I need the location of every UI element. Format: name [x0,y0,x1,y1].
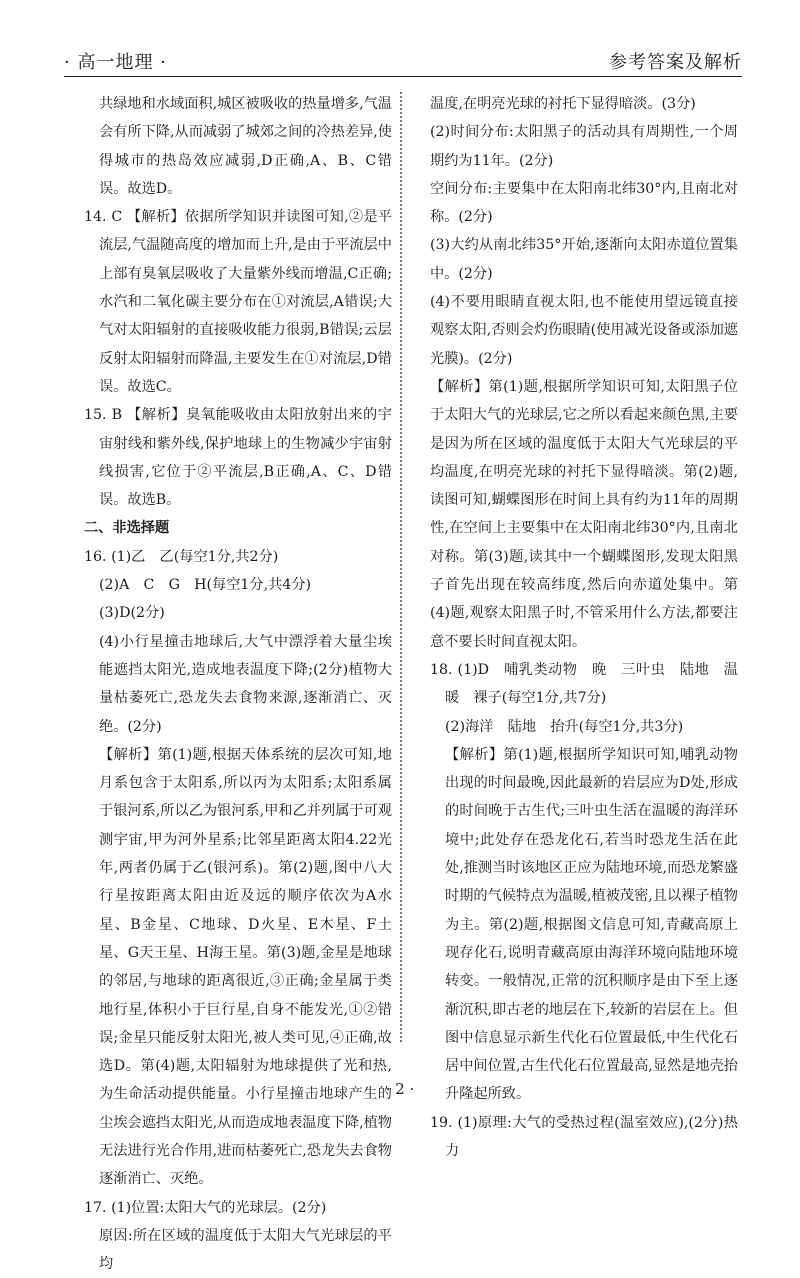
answer-paragraph: (3)D(2分) [99,605,165,622]
answer-paragraph: 【解析】第(1)题,根据天体系统的层次可知,地月系包含于太阳系,所以丙为太阳系;太阳系属于银河系,所以乙为银河系,甲和乙并列属于可观测宇宙,甲为河外星系;比邻星距离太阳4.22光年,两者仍属于乙(银河系)。第(2)题,图中八大行星按距离太阳由近及远的顺序依次为A水星、B金星、C地球、D火星、E木星、F土星、G天王星、H海王星。第(3)题,金星是地球的邻居,与地球的距离很近,③正确;金星属于类地行星,体积小于巨行星,自身不能发光,①②错误;金星只能反射太阳光,被人类可见,④正确,故选D。第(4)题,太阳辐射为地球提供了光和热,为生命活动提供能量。小行星撞击地球产生的尘埃会遮挡太阳光,从而造成地表温度下降,植物无法进行光合作用,进而枯萎死亡,恐龙失去食物逐渐消亡、灭绝。 [99,746,392,1188]
answer-paragraph: 14. C 【解析】依据所学知识并读图可知,②是平流层,气温随高度的增加而上升,是由于平流层中上部有臭氧层吸收了大量紫外线而增温,C正确;水汽和二氧化碳主要分布在①对流层,A错误;大气对太阳辐射的直接吸收能力很弱,B错误;云层反射太阳辐射而降温,主要发生在①对流层,D错误。故选C。 [84,209,392,395]
answer-paragraph: 18. (1)D 哺乳类动物 晚 三叶虫 陆地 温暖 裸子(每空1分,共7分) [430,661,738,707]
answer-paragraph: (4)不要用眼睛直视太阳,也不能使用望远镜直接观察太阳,否则会灼伤眼睛(使用减光设备或添加遮光膜)。(2分) [430,294,738,367]
answer-paragraph: (4)小行星撞击地球后,大气中漂浮着大量尘埃能遮挡太阳光,造成地表温度下降;(2分)植物大量枯萎死亡,恐龙失去食物来源,逐渐消亡、灭绝。(2分) [99,633,392,735]
answer-paragraph: 17. (1)位置:太阳大气的光球层。(2分) [84,1199,327,1216]
answer-paragraph: 空间分布:主要集中在太阳南北纬30°内,且南北对称。(2分) [430,180,738,226]
page-header [64,40,742,76]
answer-paragraph: 二、非选择题 [84,520,170,537]
answer-paragraph: 温度,在明亮光球的衬托下显得暗淡。(3分) [430,96,696,112]
answer-paragraph: (2)时间分布:太阳黑子的活动具有周期性,一个周期约为11年。(2分) [430,124,738,169]
answer-paragraph: 【解析】第(1)题,根据所学知识可知,哺乳动物出现的时间最晚,因此最新的岩层应为D处,形成的时间晚于古生代;三叶虫生活在温暖的海洋环境中;此处存在恐龙化石,若当时恐龙生活在此处,推测当时该地区正应为陆地环境,而恐龙繁盛时期的气候特点为温暖,植被茂密,且以裸子植物为主。第(2)题,根据图文信息可知,青藏高原上现存化石,说明青藏高原由海洋环境向陆地环境转变。一般情况,正常的沉积顺序是由下至上逐渐沉积,即古老的地层在下,较新的岩层在上。但图中信息显示新生代化石位置最低,中生代化石居中间位置,古生代化石位置最高,显然是地壳抬升隆起所致。 [445,746,738,1103]
answer-paragraph: 【解析】第(1)题,根据所学知识可知,太阳黑子位于太阳大气的光球层,它之所以看起来颜色黑,主要是因为所在区域的温度低于太阳大气光球层的平均温度,在明亮光球的衬托下显得暗淡。第(2)题,读图可知,蝴蝶图形在时间上具有约为11年的周期性,在空间上主要集中在太阳南北纬30°内,且南北对称。第(3)题,读其中一个蝴蝶图形,发现太阳黑子首先出现在较高纬度,然后向赤道处集中。第(4)题,观察太阳黑子时,不管采用什么方法,都要注意不要长时间直视太阳。 [430,378,738,650]
section-title: 参考答案及解析 [609,52,742,73]
column-divider [400,92,402,1042]
answer-paragraph: 原因:所在区域的温度低于太阳大气光球层的平均 [99,1227,392,1273]
page-number: · 2 · [385,1080,415,1098]
answer-paragraph: 16. (1)乙 乙(每空1分,共2分) [84,548,279,565]
answer-paragraph: (3)大约从南北纬35°开始,逐渐向太阳赤道位置集中。(2分) [430,237,738,282]
left-column [84,90,392,1278]
header-rule [64,76,742,77]
answer-paragraph: 19. (1)原理:大气的受热过程(温室效应),(2分)热力 [430,1114,738,1159]
right-column [430,90,738,1165]
subject-label: · 高一地理 · [64,52,167,73]
answer-paragraph: 共绿地和水域面积,城区被吸收的热量增多,气温会有所下降,从而减弱了城郊之间的冷热差异,使得城市的热岛效应减弱,D正确,A、B、C错误。故选D。 [99,96,392,197]
answer-paragraph: 15. B 【解析】臭氧能吸收由太阳放射出来的宇宙射线和紫外线,保护地球上的生物减少宇宙射线损害,它位于②平流层,B正确,A、C、D错误。故选B。 [84,407,392,509]
answer-paragraph: (2)海洋 陆地 抬升(每空1分,共3分) [445,718,684,735]
answer-paragraph: (2)A C G H(每空1分,共4分) [99,577,312,594]
